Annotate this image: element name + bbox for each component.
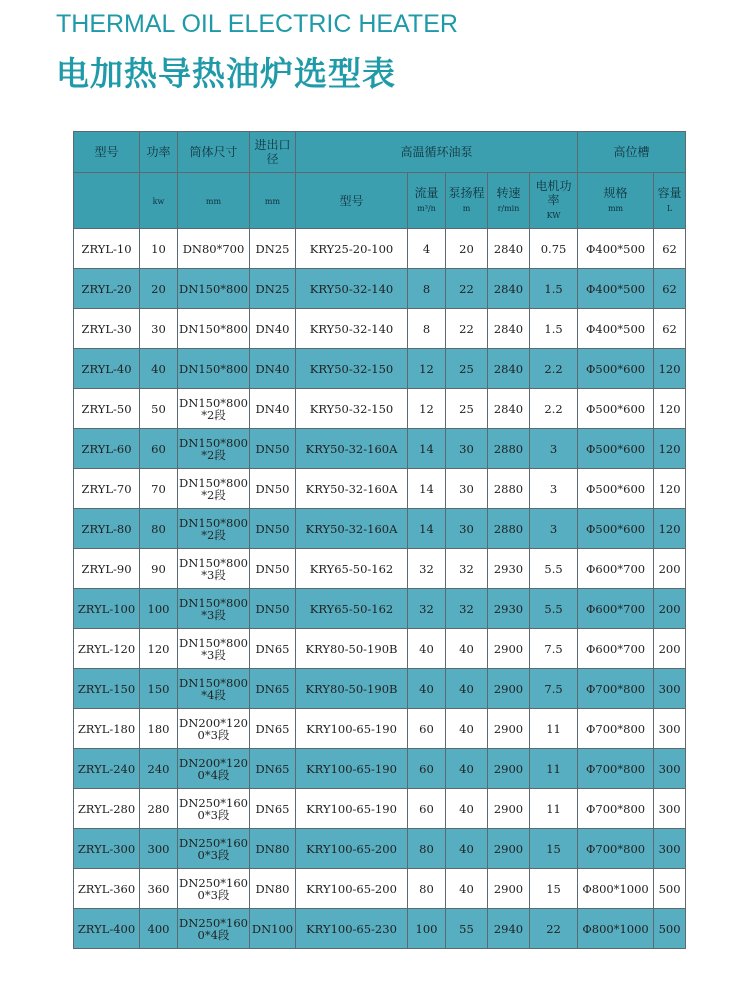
header-model: 型号 (74, 132, 140, 173)
table-row (74, 909, 686, 949)
cell-power: 80 (140, 509, 178, 549)
cell-tank-spec: Φ800*1000 (578, 909, 654, 949)
cell-pump-model: KRY25-20-100 (296, 229, 408, 269)
cell-tank-spec: Φ400*500 (578, 309, 654, 349)
cell-inlet-outlet: DN40 (250, 389, 296, 429)
cell-flow: 60 (408, 789, 446, 829)
cell-tank-spec: Φ500*600 (578, 429, 654, 469)
table-row (74, 509, 686, 549)
cell-speed: 2840 (488, 269, 530, 309)
cell-body-size: DN150*800 (178, 309, 250, 349)
cell-capacity: 120 (654, 389, 686, 429)
cell-body-size: DN150*800 (178, 349, 250, 389)
cell-power: 300 (140, 829, 178, 869)
cell-model: ZRYL-60 (74, 429, 140, 469)
cell-speed: 2840 (488, 229, 530, 269)
table-row (74, 309, 686, 349)
cell-model: ZRYL-70 (74, 469, 140, 509)
cell-head: 30 (446, 509, 488, 549)
cell-pump-model: KRY50-32-150 (296, 389, 408, 429)
cell-tank-spec: Φ600*700 (578, 549, 654, 589)
cell-model: ZRYL-180 (74, 709, 140, 749)
cell-flow: 14 (408, 509, 446, 549)
cell-capacity: 300 (654, 709, 686, 749)
cell-motor-power: 15 (530, 829, 578, 869)
cell-inlet-outlet: DN65 (250, 709, 296, 749)
cell-tank-spec: Φ500*600 (578, 389, 654, 429)
cell-head: 25 (446, 389, 488, 429)
cell-tank-spec: Φ500*600 (578, 509, 654, 549)
cell-flow: 4 (408, 229, 446, 269)
cell-pump-model: KRY100-65-190 (296, 789, 408, 829)
cell-head: 30 (446, 429, 488, 469)
cell-model: ZRYL-240 (74, 749, 140, 789)
cell-motor-power: 1.5 (530, 269, 578, 309)
header-speed: 转速 r/min (488, 173, 530, 229)
title-english: THERMAL OIL ELECTRIC HEATER (56, 10, 458, 38)
cell-flow: 14 (408, 469, 446, 509)
cell-capacity: 300 (654, 669, 686, 709)
header-motor-power: 电机功率 KW (530, 173, 578, 229)
cell-speed: 2900 (488, 829, 530, 869)
header-body-unit: mm (178, 173, 250, 229)
cell-flow: 32 (408, 589, 446, 629)
cell-head: 55 (446, 909, 488, 949)
cell-body-size: DN150*800*3段 (178, 549, 250, 589)
cell-body-size: DN80*700 (178, 229, 250, 269)
cell-motor-power: 1.5 (530, 309, 578, 349)
cell-motor-power: 3 (530, 429, 578, 469)
cell-inlet-outlet: DN65 (250, 669, 296, 709)
cell-power: 10 (140, 229, 178, 269)
table-row (74, 789, 686, 829)
cell-inlet-outlet: DN65 (250, 749, 296, 789)
cell-tank-spec: Φ800*1000 (578, 869, 654, 909)
cell-tank-spec: Φ500*600 (578, 349, 654, 389)
cell-power: 120 (140, 629, 178, 669)
cell-capacity: 200 (654, 549, 686, 589)
cell-motor-power: 7.5 (530, 629, 578, 669)
cell-pump-model: KRY50-32-160A (296, 429, 408, 469)
cell-head: 32 (446, 589, 488, 629)
cell-motor-power: 11 (530, 749, 578, 789)
cell-speed: 2880 (488, 429, 530, 469)
cell-inlet-outlet: DN50 (250, 469, 296, 509)
header-power-unit: kw (140, 173, 178, 229)
title-chinese: 电加热导热油炉选型表 (56, 54, 396, 93)
cell-inlet-outlet: DN50 (250, 549, 296, 589)
cell-speed: 2900 (488, 789, 530, 829)
cell-flow: 32 (408, 549, 446, 589)
cell-capacity: 120 (654, 349, 686, 389)
cell-inlet-outlet: DN40 (250, 349, 296, 389)
cell-power: 50 (140, 389, 178, 429)
cell-tank-spec: Φ600*700 (578, 629, 654, 669)
cell-capacity: 120 (654, 429, 686, 469)
cell-speed: 2930 (488, 549, 530, 589)
cell-model: ZRYL-80 (74, 509, 140, 549)
cell-model: ZRYL-100 (74, 589, 140, 629)
cell-head: 40 (446, 829, 488, 869)
table-row (74, 469, 686, 509)
cell-capacity: 200 (654, 589, 686, 629)
cell-body-size: DN150*800*3段 (178, 589, 250, 629)
cell-capacity: 300 (654, 749, 686, 789)
header-tank-group: 高位槽 (578, 132, 686, 173)
cell-motor-power: 11 (530, 709, 578, 749)
cell-pump-model: KRY100-65-200 (296, 829, 408, 869)
cell-power: 240 (140, 749, 178, 789)
cell-speed: 2940 (488, 909, 530, 949)
cell-motor-power: 3 (530, 469, 578, 509)
cell-pump-model: KRY65-50-162 (296, 589, 408, 629)
header-capacity: 容量 L (654, 173, 686, 229)
cell-flow: 12 (408, 349, 446, 389)
cell-inlet-outlet: DN50 (250, 429, 296, 469)
cell-body-size: DN250*1600*3段 (178, 829, 250, 869)
cell-model: ZRYL-90 (74, 549, 140, 589)
cell-inlet-outlet: DN80 (250, 869, 296, 909)
cell-speed: 2880 (488, 509, 530, 549)
table-row (74, 549, 686, 589)
cell-pump-model: KRY50-32-140 (296, 309, 408, 349)
cell-motor-power: 0.75 (530, 229, 578, 269)
cell-body-size: DN150*800*3段 (178, 629, 250, 669)
cell-flow: 8 (408, 269, 446, 309)
cell-power: 70 (140, 469, 178, 509)
cell-body-size: DN200*1200*4段 (178, 749, 250, 789)
cell-head: 22 (446, 269, 488, 309)
header-inlet-unit: mm (250, 173, 296, 229)
cell-flow: 40 (408, 669, 446, 709)
cell-inlet-outlet: DN65 (250, 789, 296, 829)
cell-speed: 2930 (488, 589, 530, 629)
header-power: 功率 (140, 132, 178, 173)
table-row (74, 429, 686, 469)
cell-power: 360 (140, 869, 178, 909)
table-row (74, 869, 686, 909)
cell-body-size: DN250*1600*4段 (178, 909, 250, 949)
cell-flow: 8 (408, 309, 446, 349)
table-row (74, 229, 686, 269)
cell-power: 150 (140, 669, 178, 709)
cell-speed: 2900 (488, 629, 530, 669)
cell-tank-spec: Φ700*800 (578, 749, 654, 789)
cell-motor-power: 7.5 (530, 669, 578, 709)
cell-pump-model: KRY80-50-190B (296, 629, 408, 669)
cell-flow: 80 (408, 869, 446, 909)
cell-flow: 60 (408, 749, 446, 789)
cell-body-size: DN150*800*2段 (178, 469, 250, 509)
cell-motor-power: 2.2 (530, 349, 578, 389)
cell-head: 40 (446, 749, 488, 789)
header-body-size: 筒体尺寸 (178, 132, 250, 173)
table-row (74, 629, 686, 669)
cell-tank-spec: Φ600*700 (578, 589, 654, 629)
cell-head: 20 (446, 229, 488, 269)
header-pump-group: 高温循环油泵 (296, 132, 578, 173)
cell-power: 400 (140, 909, 178, 949)
header-flow: 流量 m³/n (408, 173, 446, 229)
header-model-unit (74, 173, 140, 229)
cell-pump-model: KRY100-65-190 (296, 709, 408, 749)
cell-motor-power: 5.5 (530, 589, 578, 629)
cell-capacity: 300 (654, 829, 686, 869)
cell-speed: 2900 (488, 869, 530, 909)
table-row (74, 669, 686, 709)
cell-inlet-outlet: DN40 (250, 309, 296, 349)
cell-power: 60 (140, 429, 178, 469)
cell-pump-model: KRY50-32-150 (296, 349, 408, 389)
selection-table (73, 131, 686, 949)
cell-speed: 2900 (488, 709, 530, 749)
cell-motor-power: 22 (530, 909, 578, 949)
cell-head: 40 (446, 709, 488, 749)
cell-tank-spec: Φ400*500 (578, 269, 654, 309)
cell-capacity: 62 (654, 229, 686, 269)
cell-tank-spec: Φ400*500 (578, 229, 654, 269)
cell-flow: 100 (408, 909, 446, 949)
cell-model: ZRYL-10 (74, 229, 140, 269)
cell-speed: 2900 (488, 669, 530, 709)
cell-power: 100 (140, 589, 178, 629)
header-head: 泵扬程 m (446, 173, 488, 229)
cell-head: 25 (446, 349, 488, 389)
cell-body-size: DN250*1600*3段 (178, 789, 250, 829)
cell-flow: 14 (408, 429, 446, 469)
cell-model: ZRYL-40 (74, 349, 140, 389)
cell-inlet-outlet: DN50 (250, 589, 296, 629)
table-body (74, 229, 686, 949)
cell-flow: 40 (408, 629, 446, 669)
cell-tank-spec: Φ700*800 (578, 669, 654, 709)
table-row (74, 349, 686, 389)
table-row (74, 709, 686, 749)
cell-flow: 80 (408, 829, 446, 869)
cell-capacity: 200 (654, 629, 686, 669)
cell-capacity: 300 (654, 789, 686, 829)
cell-flow: 60 (408, 709, 446, 749)
cell-head: 40 (446, 629, 488, 669)
cell-body-size: DN200*1200*3段 (178, 709, 250, 749)
cell-body-size: DN150*800*4段 (178, 669, 250, 709)
cell-head: 40 (446, 669, 488, 709)
cell-model: ZRYL-280 (74, 789, 140, 829)
cell-model: ZRYL-360 (74, 869, 140, 909)
cell-body-size: DN150*800 (178, 269, 250, 309)
cell-model: ZRYL-300 (74, 829, 140, 869)
cell-head: 30 (446, 469, 488, 509)
cell-capacity: 500 (654, 869, 686, 909)
cell-power: 280 (140, 789, 178, 829)
cell-pump-model: KRY100-65-200 (296, 869, 408, 909)
cell-inlet-outlet: DN80 (250, 829, 296, 869)
cell-tank-spec: Φ700*800 (578, 789, 654, 829)
table-row (74, 269, 686, 309)
cell-pump-model: KRY65-50-162 (296, 549, 408, 589)
cell-model: ZRYL-50 (74, 389, 140, 429)
table-row (74, 749, 686, 789)
cell-head: 22 (446, 309, 488, 349)
cell-tank-spec: Φ500*600 (578, 469, 654, 509)
cell-body-size: DN250*1600*3段 (178, 869, 250, 909)
cell-pump-model: KRY100-65-230 (296, 909, 408, 949)
cell-inlet-outlet: DN25 (250, 269, 296, 309)
cell-model: ZRYL-400 (74, 909, 140, 949)
cell-pump-model: KRY100-65-190 (296, 749, 408, 789)
cell-tank-spec: Φ700*800 (578, 709, 654, 749)
cell-motor-power: 11 (530, 789, 578, 829)
cell-capacity: 500 (654, 909, 686, 949)
table-row (74, 589, 686, 629)
cell-power: 20 (140, 269, 178, 309)
cell-capacity: 120 (654, 509, 686, 549)
cell-speed: 2840 (488, 309, 530, 349)
cell-power: 90 (140, 549, 178, 589)
cell-capacity: 62 (654, 269, 686, 309)
cell-pump-model: KRY50-32-160A (296, 509, 408, 549)
cell-model: ZRYL-30 (74, 309, 140, 349)
cell-motor-power: 3 (530, 509, 578, 549)
cell-speed: 2900 (488, 749, 530, 789)
cell-head: 32 (446, 549, 488, 589)
cell-model: ZRYL-150 (74, 669, 140, 709)
cell-pump-model: KRY80-50-190B (296, 669, 408, 709)
cell-body-size: DN150*800*2段 (178, 389, 250, 429)
cell-power: 40 (140, 349, 178, 389)
cell-flow: 12 (408, 389, 446, 429)
table-row (74, 389, 686, 429)
cell-speed: 2880 (488, 469, 530, 509)
cell-inlet-outlet: DN100 (250, 909, 296, 949)
cell-body-size: DN150*800*2段 (178, 509, 250, 549)
cell-head: 40 (446, 869, 488, 909)
cell-motor-power: 5.5 (530, 549, 578, 589)
header-inlet-outlet: 进出口径 (250, 132, 296, 173)
cell-head: 40 (446, 789, 488, 829)
cell-speed: 2840 (488, 389, 530, 429)
cell-inlet-outlet: DN50 (250, 509, 296, 549)
table-row (74, 829, 686, 869)
cell-model: ZRYL-20 (74, 269, 140, 309)
cell-inlet-outlet: DN65 (250, 629, 296, 669)
cell-model: ZRYL-120 (74, 629, 140, 669)
cell-pump-model: KRY50-32-160A (296, 469, 408, 509)
cell-tank-spec: Φ700*800 (578, 829, 654, 869)
header-pump-model: 型号 (296, 173, 408, 229)
cell-body-size: DN150*800*2段 (178, 429, 250, 469)
cell-power: 180 (140, 709, 178, 749)
cell-inlet-outlet: DN25 (250, 229, 296, 269)
cell-pump-model: KRY50-32-140 (296, 269, 408, 309)
cell-motor-power: 2.2 (530, 389, 578, 429)
cell-capacity: 120 (654, 469, 686, 509)
cell-speed: 2840 (488, 349, 530, 389)
cell-capacity: 62 (654, 309, 686, 349)
header-tank-spec: 规格 mm (578, 173, 654, 229)
cell-motor-power: 15 (530, 869, 578, 909)
cell-power: 30 (140, 309, 178, 349)
